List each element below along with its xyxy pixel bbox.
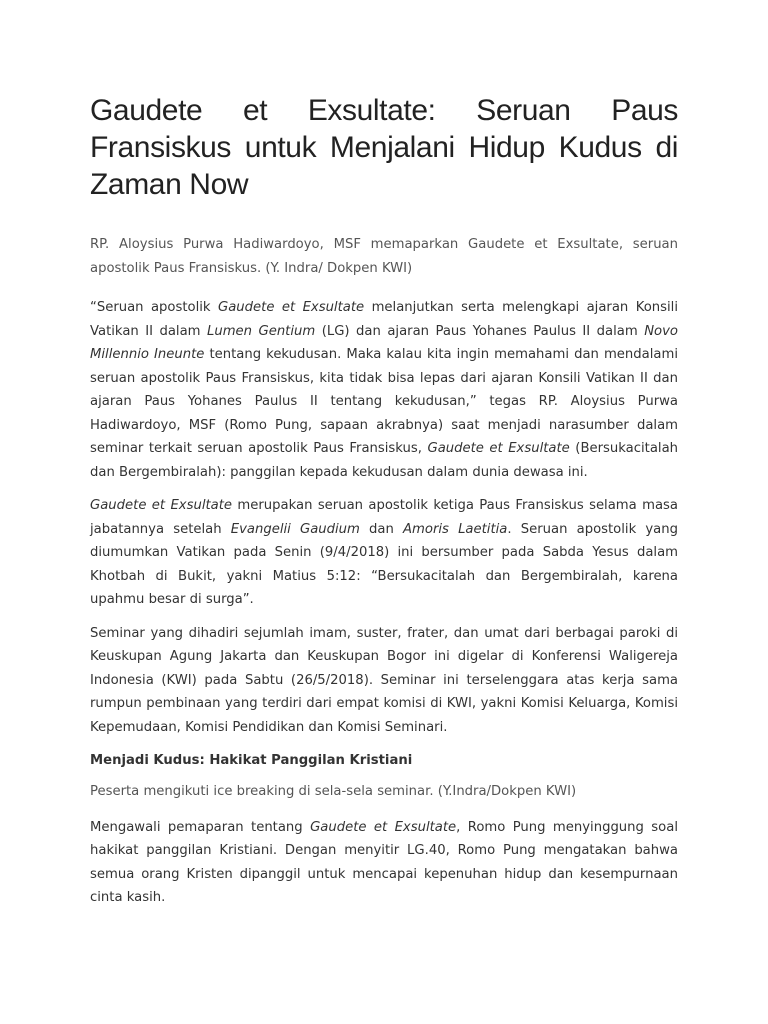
italic-term: Gaudete et Exsultate [90, 498, 233, 513]
paragraph-2 [90, 494, 678, 612]
text-run: . Seruan apostolik yang diumumkan Vatikan pada Senin (9/4/2018) ini bersumber pada Sabda Yesus dalam Khotbah di Bukit, yakni Matius 5:12: “Bersukacitalah dan Bergembiralah, karena upahmu besar di surga”. [90, 521, 678, 607]
italic-term: Gaudete et Exsultate [310, 819, 457, 835]
italic-term: Novo Millennio Ineunte [90, 323, 678, 362]
text-run: tentang kekudusan. Maka kalau kita ingin memahami dan mendalami seruan apostolik Paus Fransiskus, kita tidak bisa lepas dari ajaran Konsili Vatikan II dan ajaran Paus Yohanes Paulus II tentang kekudusan,” tegas RP. Aloysius Purwa Hadiwardoyo, MSF (Romo Pung, sapaan akrabnya) saat menjadi narasumber dalam seminar terkait seruan apostolik Paus Fransiskus, [90, 347, 678, 456]
text-run: (LG) dan ajaran Paus Yohanes Paulus II dalam [315, 323, 645, 339]
paragraph-4 [90, 816, 678, 910]
italic-term: Amoris Laetitia [403, 521, 508, 537]
section-heading: Menjadi Kudus: Hakikat Panggilan Kristiani [90, 753, 413, 768]
text-run: melanjutkan serta melengkapi ajaran Konsili Vatikan II dalam [90, 300, 679, 339]
italic-term: Evangelii Gaudium [230, 521, 360, 537]
paragraph-3: Seminar yang dihadiri sejumlah imam, suster, frater, dan umat dari berbagai paroki di Keuskupan Agung Jakarta dan Keuskupan Bogor ini digelar di Konferensi Waligereja Indonesia (KWI) pada Sabtu (26/5/2018). Seminar ini terselenggara atas kerja sama rumpun pembinaan yang terdiri dari empat komisi di KWI, yakni Komisi Keluarga, Komisi Kepemudaan, Komisi Pendidikan dan Komisi Seminari. [90, 625, 678, 735]
text-run: , Romo Pung menyinggung soal hakikat panggilan Kristiani. Dengan menyitir LG.40, Romo Pung mengatakan bahwa semua orang Kristen dipanggil untuk mencapai kepenuhan hidup dan kesempurnaan cinta kasih. [90, 819, 678, 905]
article-title: Gaudete et Exsultate: Seruan Paus Fransiskus untuk Menjalani Hidup Kudus di Zaman Now [90, 94, 678, 201]
paragraph-1 [90, 296, 678, 484]
italic-term: Lumen Gentium [207, 323, 316, 339]
text-run: dan [359, 521, 404, 537]
article [90, 92, 678, 920]
text-run: (Bersukacitalah dan Bergembiralah): panggilan kepada kekudusan dalam dunia dewasa ini. [90, 441, 679, 480]
photo-caption-1: RP. Aloysius Purwa Hadiwardoyo, MSF memaparkan Gaudete et Exsultate, seruan apostolik Paus Fransiskus. (Y. Indra/ Dokpen KWI) [90, 237, 678, 276]
italic-term: Gaudete et Exsultate [218, 300, 365, 315]
photo-caption-2: Peserta mengikuti ice breaking di sela-sela seminar. (Y.Indra/Dokpen KWI) [90, 784, 577, 799]
text-run: merupakan seruan apostolik ketiga Paus Fransiskus selama masa jabatannya setelah [90, 498, 678, 537]
text-run: “Seruan apostolik [90, 300, 218, 315]
text-run: Mengawali pemaparan tentang [90, 819, 311, 835]
italic-term: Gaudete et Exsultate [427, 441, 570, 456]
